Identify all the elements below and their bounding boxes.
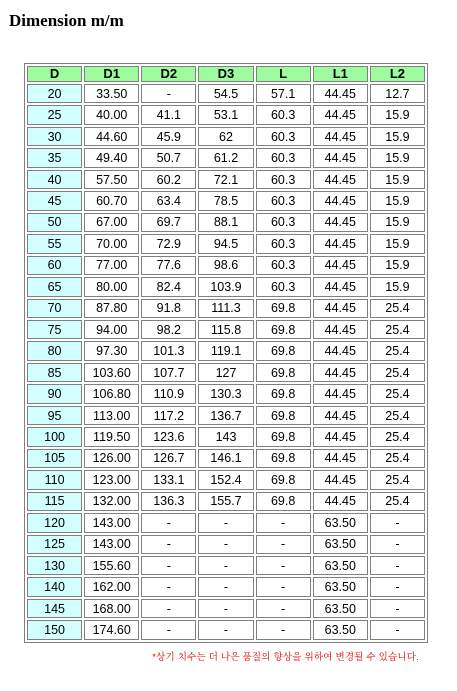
table-cell: 50.7 [141, 148, 196, 167]
table-cell: 88.1 [198, 213, 253, 232]
row-key-cell: 85 [27, 363, 82, 382]
table-row [27, 213, 425, 232]
table-cell: 136.7 [198, 406, 253, 425]
table-row [27, 148, 425, 167]
page-title: Dimension m/m [9, 11, 124, 30]
table-cell: 44.45 [313, 299, 368, 318]
table-row [27, 470, 425, 489]
table-row [27, 320, 425, 339]
table-cell: 78.5 [198, 191, 253, 210]
table-cell: - [256, 513, 311, 532]
table-cell: - [370, 620, 425, 640]
table-cell: 143.00 [84, 513, 139, 532]
table-cell: 132.00 [84, 492, 139, 511]
table-cell: 60.3 [256, 277, 311, 296]
table-cell: 44.60 [84, 127, 139, 146]
row-key-cell: 65 [27, 277, 82, 296]
table-cell: 63.50 [313, 577, 368, 596]
table-row [27, 577, 425, 596]
table-cell: - [141, 556, 196, 575]
table-cell: 44.45 [313, 406, 368, 425]
table-cell: - [141, 620, 196, 640]
table-cell: 69.8 [256, 406, 311, 425]
table-row [27, 105, 425, 124]
table-cell: 123.00 [84, 470, 139, 489]
table-cell: 44.45 [313, 127, 368, 146]
table-cell: 15.9 [370, 256, 425, 275]
table-cell: 44.45 [313, 449, 368, 468]
table-row [27, 234, 425, 253]
table-cell: 44.45 [313, 148, 368, 167]
row-key-cell: 115 [27, 492, 82, 511]
table-cell: - [141, 599, 196, 618]
table-cell: 40.00 [84, 105, 139, 124]
table-cell: - [256, 556, 311, 575]
table-header-row [27, 66, 425, 82]
table-cell: 152.4 [198, 470, 253, 489]
table-cell: 60.3 [256, 191, 311, 210]
table-cell: 44.45 [313, 427, 368, 446]
table-cell: - [141, 84, 196, 103]
table-cell: - [198, 535, 253, 554]
column-header-d3: D3 [198, 66, 253, 82]
table-cell: 143 [198, 427, 253, 446]
table-cell: - [370, 513, 425, 532]
table-cell: 62 [198, 127, 253, 146]
table-cell: - [141, 577, 196, 596]
table-row [27, 620, 425, 640]
table-cell: 136.3 [141, 492, 196, 511]
table-row [27, 406, 425, 425]
table-cell: 63.50 [313, 599, 368, 618]
table-cell: 69.8 [256, 449, 311, 468]
table-row [27, 535, 425, 554]
table-cell: 69.8 [256, 299, 311, 318]
table-cell: 70.00 [84, 234, 139, 253]
row-key-cell: 130 [27, 556, 82, 575]
table-row [27, 599, 425, 618]
table-cell: 60.3 [256, 127, 311, 146]
table-cell: 15.9 [370, 105, 425, 124]
table-cell: 87.80 [84, 299, 139, 318]
table-cell: - [141, 513, 196, 532]
table-cell: 61.2 [198, 148, 253, 167]
table-row [27, 191, 425, 210]
table-cell: 97.30 [84, 341, 139, 360]
table-cell: 44.45 [313, 191, 368, 210]
table-cell: - [256, 535, 311, 554]
row-key-cell: 55 [27, 234, 82, 253]
table-cell: 15.9 [370, 127, 425, 146]
table-cell: 69.8 [256, 384, 311, 403]
row-key-cell: 110 [27, 470, 82, 489]
table-cell: - [141, 535, 196, 554]
table-cell: 60.2 [141, 170, 196, 189]
table-cell: 162.00 [84, 577, 139, 596]
table-row [27, 556, 425, 575]
table-cell: 15.9 [370, 277, 425, 296]
dimension-table-frame [24, 63, 428, 643]
table-cell: 44.45 [313, 234, 368, 253]
table-cell: 119.1 [198, 341, 253, 360]
table-cell: 127 [198, 363, 253, 382]
table-cell: 63.50 [313, 535, 368, 554]
table-cell: - [370, 599, 425, 618]
column-header-d: D [27, 66, 82, 82]
table-cell: 143.00 [84, 535, 139, 554]
table-row [27, 127, 425, 146]
table-cell: 69.8 [256, 470, 311, 489]
row-key-cell: 140 [27, 577, 82, 596]
table-cell: 57.1 [256, 84, 311, 103]
table-cell: 63.50 [313, 513, 368, 532]
table-cell: 25.4 [370, 363, 425, 382]
row-key-cell: 80 [27, 341, 82, 360]
table-row [27, 363, 425, 382]
table-cell: 44.45 [313, 320, 368, 339]
row-key-cell: 120 [27, 513, 82, 532]
row-key-cell: 145 [27, 599, 82, 618]
row-key-cell: 105 [27, 449, 82, 468]
row-key-cell: 20 [27, 84, 82, 103]
table-cell: 69.8 [256, 363, 311, 382]
table-cell: 15.9 [370, 213, 425, 232]
row-key-cell: 35 [27, 148, 82, 167]
table-cell: 25.4 [370, 406, 425, 425]
table-row [27, 384, 425, 403]
table-cell: 77.00 [84, 256, 139, 275]
table-cell: 60.70 [84, 191, 139, 210]
table-cell: 44.45 [313, 105, 368, 124]
table-cell: 57.50 [84, 170, 139, 189]
table-cell: - [198, 556, 253, 575]
table-cell: 33.50 [84, 84, 139, 103]
table-cell: 91.8 [141, 299, 196, 318]
table-cell: - [198, 599, 253, 618]
row-key-cell: 100 [27, 427, 82, 446]
table-cell: 107.7 [141, 363, 196, 382]
footnote: *상기 치수는 더 나은 품질의 향상을 위하여 변경될 수 있습니다. [152, 652, 419, 663]
table-cell: 15.9 [370, 170, 425, 189]
row-key-cell: 40 [27, 170, 82, 189]
table-row [27, 256, 425, 275]
table-cell: 15.9 [370, 191, 425, 210]
table-cell: 44.45 [313, 256, 368, 275]
table-cell: 44.45 [313, 363, 368, 382]
table-cell: 44.45 [313, 470, 368, 489]
table-cell: - [370, 577, 425, 596]
table-cell: 63.4 [141, 191, 196, 210]
table-cell: 60.3 [256, 256, 311, 275]
table-cell: - [370, 535, 425, 554]
table-cell: 41.1 [141, 105, 196, 124]
table-cell: 94.5 [198, 234, 253, 253]
table-cell: 72.1 [198, 170, 253, 189]
table-cell: 77.6 [141, 256, 196, 275]
table-cell: 60.3 [256, 148, 311, 167]
table-cell: - [198, 620, 253, 640]
table-cell: 98.6 [198, 256, 253, 275]
table-cell: 25.4 [370, 320, 425, 339]
table-cell: - [256, 599, 311, 618]
row-key-cell: 75 [27, 320, 82, 339]
table-cell: - [256, 577, 311, 596]
table-cell: 25.4 [370, 341, 425, 360]
table-cell: 110.9 [141, 384, 196, 403]
table-cell: 15.9 [370, 234, 425, 253]
row-key-cell: 60 [27, 256, 82, 275]
table-cell: 94.00 [84, 320, 139, 339]
table-cell: 53.1 [198, 105, 253, 124]
table-cell: - [256, 620, 311, 640]
table-cell: 69.8 [256, 341, 311, 360]
table-row [27, 427, 425, 446]
row-key-cell: 25 [27, 105, 82, 124]
table-cell: 44.45 [313, 384, 368, 403]
table-cell: 25.4 [370, 427, 425, 446]
table-cell: 45.9 [141, 127, 196, 146]
table-cell: 98.2 [141, 320, 196, 339]
table-cell: 44.45 [313, 341, 368, 360]
table-cell: 103.9 [198, 277, 253, 296]
table-cell: 60.3 [256, 105, 311, 124]
table-cell: 80.00 [84, 277, 139, 296]
table-cell: 25.4 [370, 449, 425, 468]
table-cell: 44.45 [313, 213, 368, 232]
table-cell: 25.4 [370, 492, 425, 511]
row-key-cell: 50 [27, 213, 82, 232]
table-cell: 174.60 [84, 620, 139, 640]
table-cell: 72.9 [141, 234, 196, 253]
table-row [27, 492, 425, 511]
column-header-d1: D1 [84, 66, 139, 82]
table-row [27, 299, 425, 318]
table-cell: 119.50 [84, 427, 139, 446]
table-cell: 106.80 [84, 384, 139, 403]
table-cell: 130.3 [198, 384, 253, 403]
table-cell: 126.7 [141, 449, 196, 468]
table-cell: 155.7 [198, 492, 253, 511]
table-cell: 146.1 [198, 449, 253, 468]
table-cell: - [198, 513, 253, 532]
table-cell: 25.4 [370, 470, 425, 489]
table-cell: 117.2 [141, 406, 196, 425]
table-cell: 60.3 [256, 234, 311, 253]
table-cell: 133.1 [141, 470, 196, 489]
table-cell: 44.45 [313, 492, 368, 511]
table-cell: 69.8 [256, 492, 311, 511]
table-cell: 69.7 [141, 213, 196, 232]
dimension-table [25, 64, 427, 642]
row-key-cell: 125 [27, 535, 82, 554]
table-cell: 168.00 [84, 599, 139, 618]
row-key-cell: 95 [27, 406, 82, 425]
table-cell: - [198, 577, 253, 596]
table-cell: 60.3 [256, 213, 311, 232]
row-key-cell: 30 [27, 127, 82, 146]
table-row [27, 84, 425, 103]
table-row [27, 170, 425, 189]
table-cell: 54.5 [198, 84, 253, 103]
table-cell: 111.3 [198, 299, 253, 318]
table-row [27, 449, 425, 468]
table-cell: 82.4 [141, 277, 196, 296]
table-cell: 49.40 [84, 148, 139, 167]
column-header-l1: L1 [313, 66, 368, 82]
table-row [27, 513, 425, 532]
table-cell: - [370, 556, 425, 575]
table-cell: 123.6 [141, 427, 196, 446]
table-cell: 115.8 [198, 320, 253, 339]
row-key-cell: 90 [27, 384, 82, 403]
column-header-d2: D2 [141, 66, 196, 82]
table-cell: 60.3 [256, 170, 311, 189]
table-cell: 101.3 [141, 341, 196, 360]
table-cell: 126.00 [84, 449, 139, 468]
row-key-cell: 70 [27, 299, 82, 318]
table-cell: 63.50 [313, 556, 368, 575]
table-body [27, 84, 425, 640]
table-cell: 44.45 [313, 170, 368, 189]
table-cell: 113.00 [84, 406, 139, 425]
table-cell: 25.4 [370, 384, 425, 403]
table-cell: 63.50 [313, 620, 368, 640]
table-cell: 15.9 [370, 148, 425, 167]
table-cell: 103.60 [84, 363, 139, 382]
table-cell: 25.4 [370, 299, 425, 318]
column-header-l2: L2 [370, 66, 425, 82]
table-row [27, 277, 425, 296]
table-cell: 44.45 [313, 84, 368, 103]
row-key-cell: 45 [27, 191, 82, 210]
table-row [27, 341, 425, 360]
table-cell: 44.45 [313, 277, 368, 296]
table-cell: 155.60 [84, 556, 139, 575]
table-cell: 12.7 [370, 84, 425, 103]
table-cell: 69.8 [256, 427, 311, 446]
table-cell: 69.8 [256, 320, 311, 339]
row-key-cell: 150 [27, 620, 82, 640]
column-header-l: L [256, 66, 311, 82]
table-cell: 67.00 [84, 213, 139, 232]
